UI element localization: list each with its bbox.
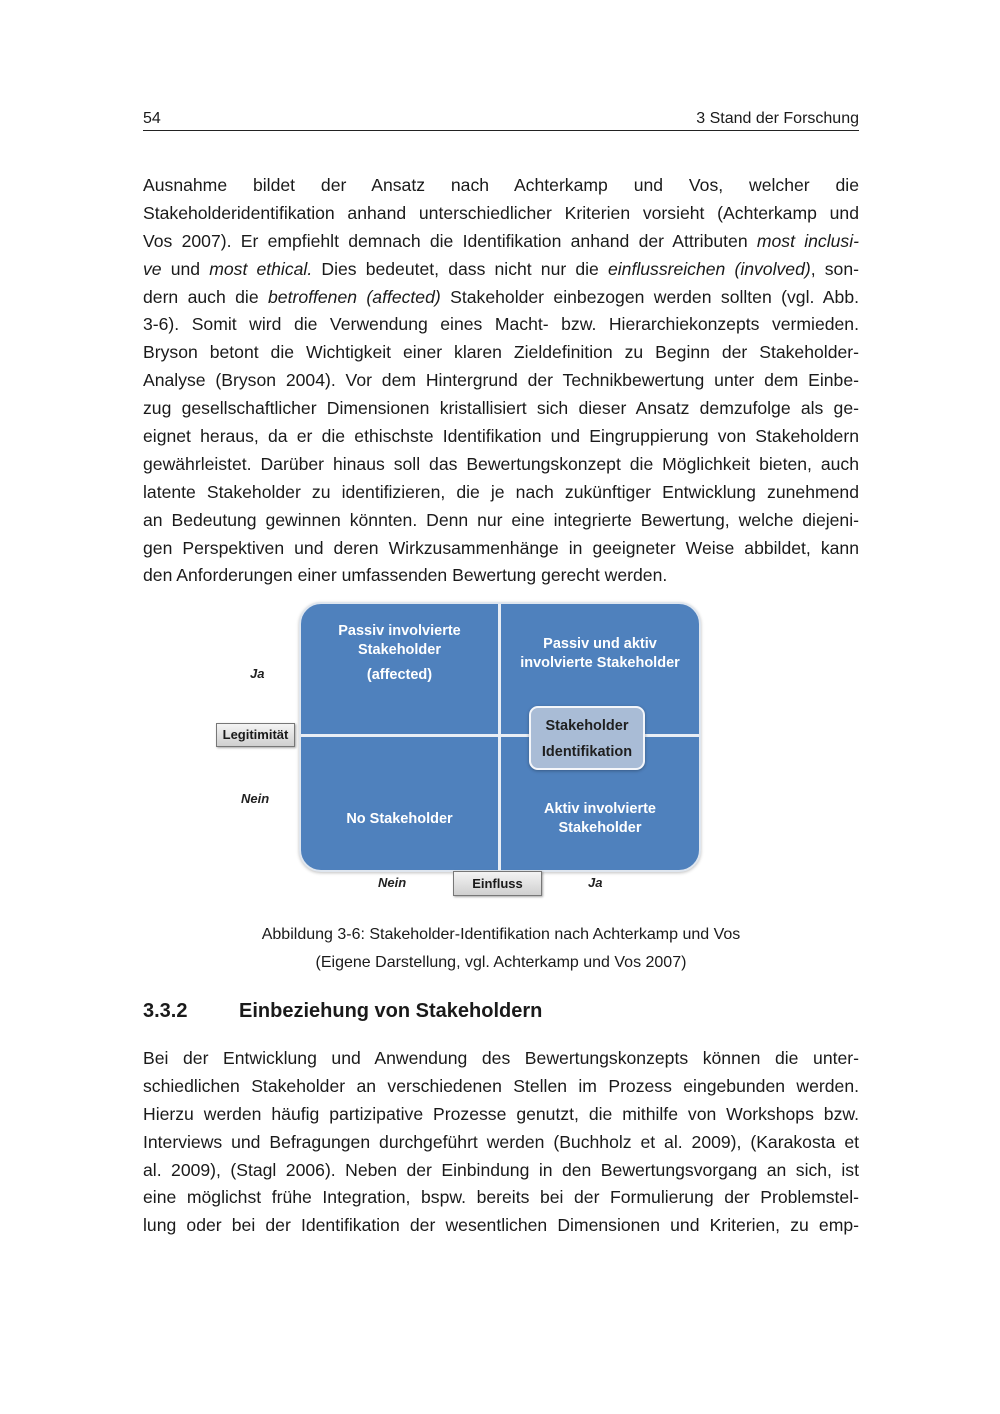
quadrant-text: No Stakeholder — [346, 811, 453, 827]
quadrant-text: Stakeholder — [358, 642, 441, 658]
matrix-grid — [299, 602, 701, 872]
quadrant-text: Passiv und aktiv — [543, 636, 657, 652]
text-line: Ausnahme bildet der Ansatz nach Achterkamp und Vos, welcher die — [143, 175, 859, 195]
section-heading — [143, 1000, 542, 1023]
text-line: Bryson betont die Wichtigkeit einer klaren Zieldefinition zu Beginn der Stakeholder- — [143, 342, 859, 363]
text-line: al. 2009), (Stagl 2006). Neben der Einbindung in den Bewertungsvorgang an sich, ist — [143, 1159, 859, 1180]
page-number: 54 — [143, 110, 161, 127]
text-line: lung oder bei der Identifikation der wesentlichen Dimensionen und Kriterien, zu emp- — [143, 1215, 859, 1236]
quadrant-bottom-left — [301, 810, 498, 829]
paragraph-1 — [143, 172, 859, 590]
quadrant-top-right — [501, 635, 699, 673]
quadrant-text: Aktiv involvierte — [543, 801, 656, 817]
x-axis-low-label: Nein — [378, 875, 407, 890]
quadrant-bottom-right — [501, 800, 699, 838]
text-line: eine möglichst frühe Integration, bspw. bereits bei der Formulierung der Problemstel- — [143, 1187, 859, 1208]
y-axis-high-label: Ja — [250, 666, 265, 681]
running-header — [143, 108, 859, 131]
text-line: an Bedeutung gewinnen könnten. Denn nur eine integrierte Bewertung, welche diejeni- — [143, 509, 859, 530]
text-line: gen Perspektiven und deren Wirkzusammenhänge in geeigneter Weise abbildet, kann — [143, 537, 859, 558]
text-line: Interviews und Befragungen durchgeführt werden (Buchholz et al. 2009), (Karakosta et — [143, 1131, 859, 1152]
text-line: den Anforderungen einer umfassenden Bewertung gerecht werden. — [143, 565, 668, 586]
text-line: Vos 2007). Er empfiehlt demnach die Identifikation anhand der Attributen most inclusi- — [143, 230, 859, 251]
text-line: Hierzu werden häufig partizipative Prozesse genutzt, die mithilfe von Workshops bzw. — [143, 1103, 859, 1124]
y-axis-title-box: Legitimität — [216, 723, 295, 747]
text-line: latente Stakeholder zu identifizieren, die je nach zukünftiger Entwicklung zunehmend — [143, 481, 859, 502]
caption-line: Abbildung 3-6: Stakeholder-Identifikation nach Achterkamp und Vos — [261, 926, 741, 943]
center-label-box — [529, 706, 645, 770]
quadrant-top-left — [301, 622, 498, 685]
text-line: zug gesellschaftlicher Dimensionen kristallisiert sich dieser Ansatz demzufolge als ge- — [143, 398, 859, 419]
text-line: dern auch die betroffenen (affected) Stakeholder einbezogen werden sollten (vgl. Abb. — [143, 286, 859, 307]
quadrant-text: involvierte Stakeholder — [520, 655, 680, 671]
x-axis-title-box: Einfluss — [453, 871, 542, 896]
caption-line: (Eigene Darstellung, vgl. Achterkamp und Vos 2007) — [315, 954, 687, 971]
quadrant-text: (affected) — [366, 667, 433, 683]
quadrant-text: Stakeholder — [558, 820, 642, 836]
figure-caption — [143, 921, 859, 977]
text-line: 3-6). Somit wird die Verwendung eines Macht- bzw. Hierarchiekonzepts vermieden. — [143, 314, 859, 335]
paragraph-2 — [143, 1045, 859, 1240]
y-axis-low-label: Nein — [241, 791, 270, 806]
text-line: Bei der Entwicklung und Anwendung des Bewertungskonzepts können die unter- — [143, 1048, 859, 1068]
quadrant-text: Passiv involvierte — [338, 623, 461, 639]
text-line: ve und most ethical. Dies bedeutet, dass nicht nur die einflussreichen (involved), son- — [143, 258, 859, 279]
center-text: Stakeholder — [545, 718, 629, 734]
center-text: Identifikation — [541, 744, 633, 760]
text-line: Analyse (Bryson 2004). Vor dem Hintergrund der Technikbewertung unter dem Einbe- — [143, 370, 859, 391]
section-title: Einbeziehung von Stakeholdern — [239, 1000, 543, 1022]
section-number: 3.3.2 — [143, 1000, 188, 1022]
stakeholder-matrix-figure — [210, 600, 710, 900]
text-line: Stakeholderidentifikation anhand unterschiedlicher Kriterien vorsieht (Achterkamp und — [143, 202, 859, 223]
x-axis-high-label: Ja — [588, 875, 603, 890]
text-line: schiedlichen Stakeholder an verschiedenen Stellen im Prozess eingebunden werden. — [143, 1075, 859, 1096]
chapter-title: 3 Stand der Forschung — [696, 110, 859, 127]
text-line: gewährleistet. Darüber hinaus soll das Bewertungskonzept die Möglichkeit bieten, auch — [143, 453, 859, 474]
text-line: eignet heraus, da er die ethischste Identifikation und Eingruppierung von Stakeholdern — [143, 426, 859, 447]
